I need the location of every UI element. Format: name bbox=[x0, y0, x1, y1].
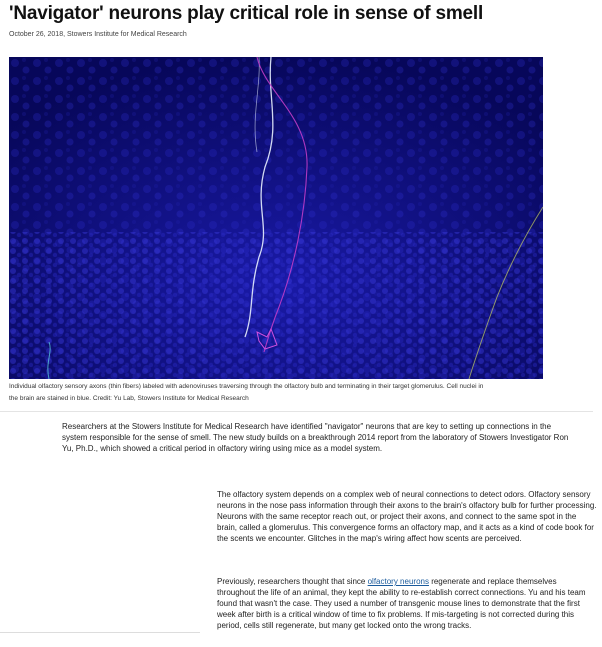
caption-divider bbox=[0, 411, 593, 412]
article-paragraph-3 bbox=[217, 576, 597, 631]
article-figure-image[interactable] bbox=[9, 57, 543, 379]
article-paragraph-2: The olfactory system depends on a complex web of neural connections to detect odors. Olfactory sensory neurons in the nose pass information through their axons to the brain's olfactory bulb for further processing. Neurons with the same receptor reach out, or project their axons, and connect to the same spot in the brain, called a glomerulus. This convergence forms an olfactory map, and it acts as a kind of code book for the scents we encounter. Glitches in the map's wiring affect how scents are perceived. bbox=[217, 490, 597, 543]
figure-caption-line-2: the brain are stained in blue. Credit: Yu Lab, Stowers Institute for Medical Research bbox=[9, 395, 249, 402]
microscopy-image bbox=[9, 57, 543, 379]
paragraph-3-text-before: Previously, researchers thought that since bbox=[217, 577, 368, 586]
article-headline: 'Navigator' neurons play critical role in sense of smell bbox=[9, 3, 484, 24]
sidebar-divider bbox=[0, 632, 200, 633]
article-paragraph-1: Researchers at the Stowers Institute for Medical Research have identified "navigator" neurons that are key to setting up connections in the system responsible for the sense of smell. The new study builds on a breakthrough 2014 report from the laboratory of Stowers Investigator Ron Yu, Ph.D., which showed a critical period in olfactory wiring using mice as a model system. bbox=[62, 422, 569, 453]
paragraph-3-text-after: regenerate and replace themselves throughout the life of an animal, they kept the ability to re-establish correct connections. Yu and his team found that wasn't the case. They used a number of transgenic mouse lines to demonstrate that the first week after birth is a critical window of time to fix problems. If mis-targeting is not corrected during this period, cells still regenerate, but many get locked onto the wrong tracks. bbox=[217, 577, 586, 630]
article-dateline: October 26, 2018, Stowers Institute for Medical Research bbox=[9, 31, 187, 38]
figure-caption bbox=[9, 381, 594, 405]
olfactory-neurons-link[interactable]: olfactory neurons bbox=[367, 577, 429, 586]
figure-caption-line-1: Individual olfactory sensory axons (thin fibers) labeled with adenoviruses traversing through the olfactory bulb and terminating in their target glomerulus. Cell nuclei in bbox=[9, 383, 484, 390]
